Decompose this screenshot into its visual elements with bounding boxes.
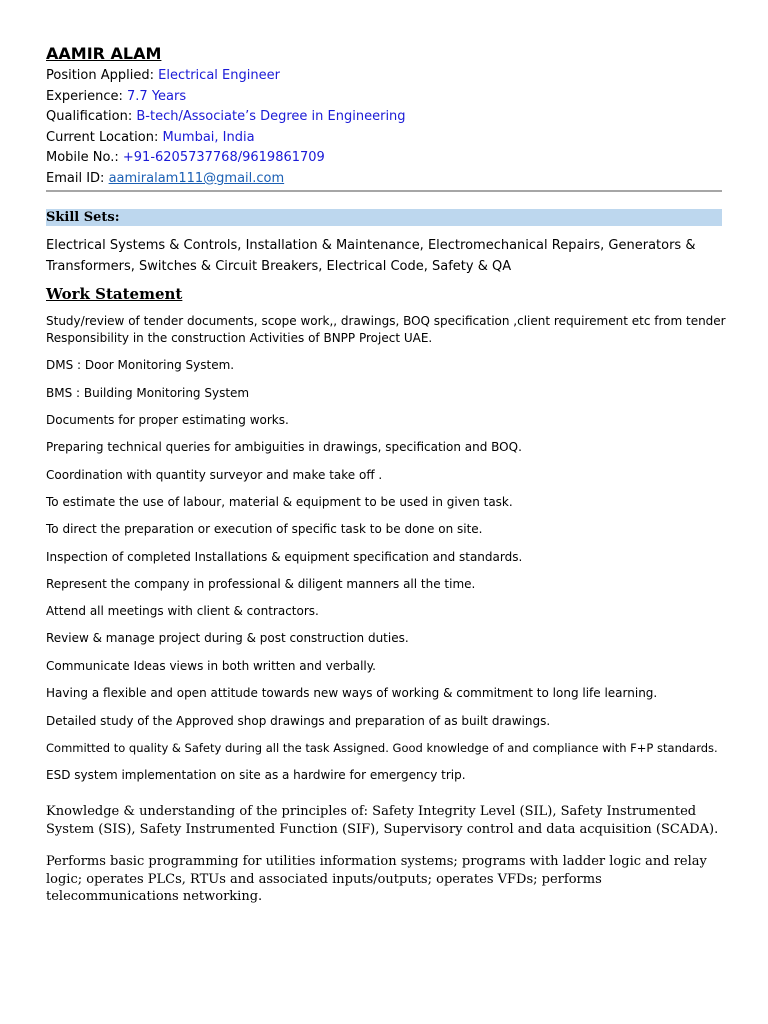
contact-info: [46, 66, 406, 189]
duty-item: BMS : Building Monitoring System: [46, 386, 250, 400]
email-label: Email ID:: [46, 170, 105, 186]
position-label: Position Applied:: [46, 68, 154, 83]
email-link[interactable]: aamiralam111@gmail.com: [108, 170, 285, 186]
header-divider: [46, 190, 722, 192]
work-intro-line: Responsibility in the construction Activities of BNPP Project UAE.: [46, 331, 433, 345]
duty-item: Committed to quality & Safety during all the task Assigned. Good knowledge of and compliance with F+P standards.: [46, 741, 718, 755]
duty-item: Represent the company in professional & diligent manners all the time.: [46, 577, 476, 591]
qualification-value: B-tech/Associate’s Degree in Engineering: [136, 109, 406, 124]
experience-row: [46, 87, 406, 108]
duty-item: Preparing technical queries for ambiguities in drawings, specification and BOQ.: [46, 440, 522, 454]
knowledge-paragraph: Knowledge & understanding of the principles of: Safety Integrity Level (SIL), Safety Instrumented System (SIS), Safety Instrumented Function (SIF), Supervisory control and data acquisition (SCADA).: [46, 804, 719, 837]
position-row: [46, 66, 406, 87]
work-statement-heading: Work Statement: [46, 285, 183, 303]
position-value: Electrical Engineer: [158, 68, 280, 83]
duty-item: To estimate the use of labour, material & equipment to be used in given task.: [46, 495, 513, 509]
location-value: Mumbai, India: [162, 129, 255, 145]
skills-text: Electrical Systems & Controls, Installation & Maintenance, Electromechanical Repairs, Generators & Transformers, Switches & Circuit Breakers, Electrical Code, Safety & QA: [46, 238, 696, 274]
skills-heading: Skill Sets:: [46, 209, 722, 226]
duty-item: Inspection of completed Installations & equipment specification and standards.: [46, 550, 523, 564]
work-intro: [46, 313, 736, 347]
duty-item: ESD system implementation on site as a hardwire for emergency trip.: [46, 768, 466, 782]
mobile-value: +91-6205737768/9619861709: [122, 150, 325, 165]
duty-item: Having a flexible and open attitude towards new ways of working & commitment to long life learning.: [46, 686, 658, 700]
duty-item: To direct the preparation or execution of specific task to be done on site.: [46, 522, 483, 536]
location-row: [46, 128, 406, 149]
mobile-label: Mobile No.:: [46, 150, 119, 165]
candidate-name: AAMIR ALAM: [46, 44, 162, 63]
duty-item: Coordination with quantity surveyor and make take off .: [46, 468, 383, 482]
duty-item: Review & manage project during & post construction duties.: [46, 631, 409, 645]
qualification-row: [46, 107, 406, 128]
duty-item: Documents for proper estimating works.: [46, 413, 289, 427]
duty-item: Communicate Ideas views in both written and verbally.: [46, 659, 376, 673]
qualification-label: Qualification:: [46, 109, 133, 124]
mobile-row: [46, 148, 406, 169]
location-label: Current Location:: [46, 129, 159, 145]
email-row: [46, 169, 406, 190]
duty-item: DMS : Door Monitoring System.: [46, 358, 235, 372]
duty-item: Detailed study of the Approved shop drawings and preparation of as built drawings.: [46, 714, 551, 728]
work-intro-line: Study/review of tender documents, scope work,, drawings, BOQ specification ,client requirement etc from tender: [46, 314, 726, 328]
experience-value: 7.7 Years: [127, 88, 187, 104]
experience-label: Experience:: [46, 88, 123, 104]
programming-paragraph: Performs basic programming for utilities information systems; programs with ladder logic and relay logic; operates PLCs, RTUs and associated inputs/outputs; operates VFDs; performs telecommunications networking.: [46, 854, 707, 904]
duty-item: Attend all meetings with client & contractors.: [46, 604, 319, 618]
